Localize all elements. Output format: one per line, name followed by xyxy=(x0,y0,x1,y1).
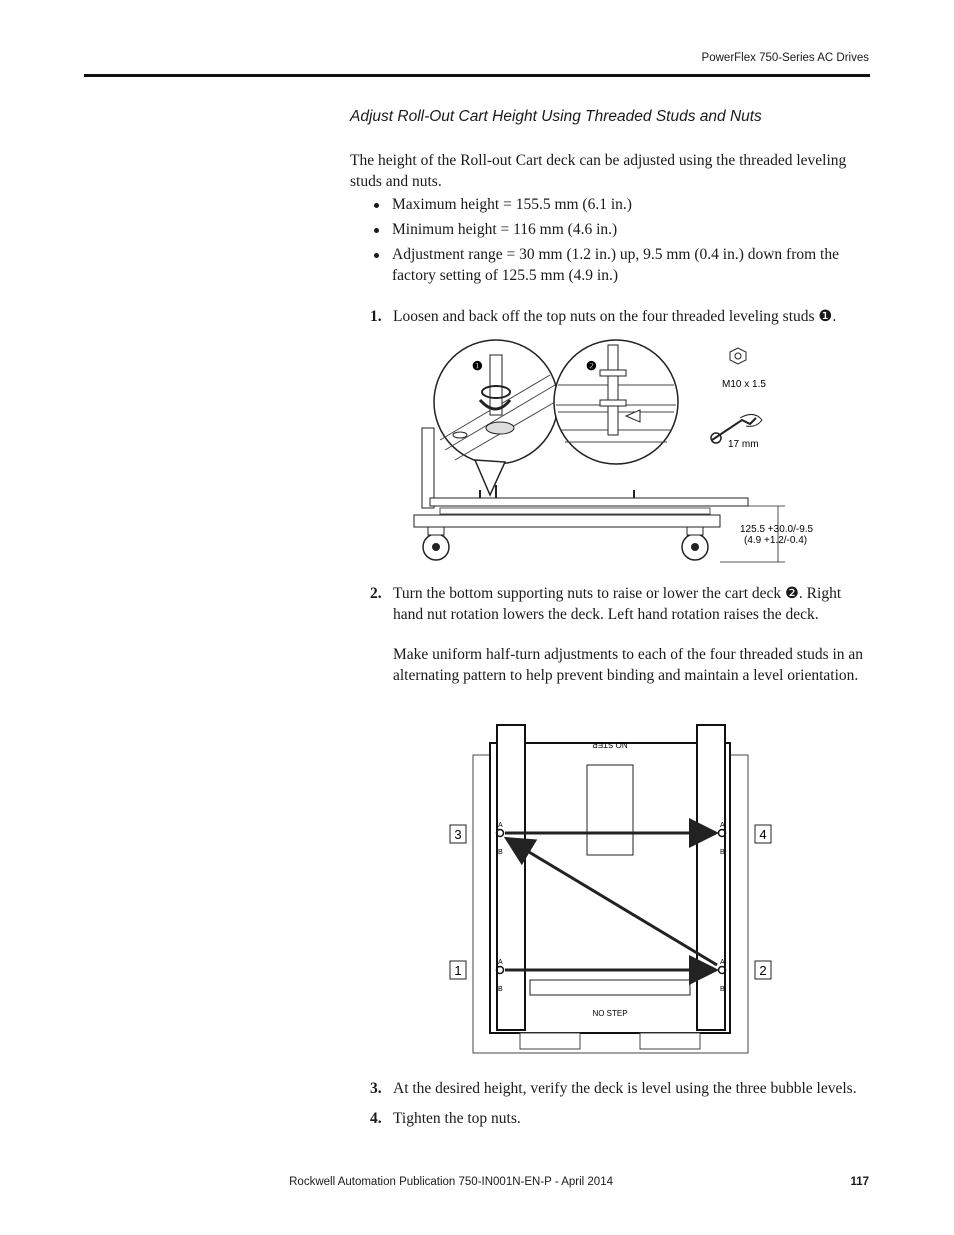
stud-letter: B xyxy=(498,849,503,856)
section-title: Adjust Roll-Out Cart Height Using Threaded Studs and Nuts xyxy=(350,108,762,125)
stud-letter: B xyxy=(720,986,725,993)
footer-publication: Rockwell Automation Publication 750-IN001N-EN-P - April 2014 xyxy=(289,1176,613,1188)
step-4 xyxy=(370,1108,875,1129)
deck-text-top: NO STEP xyxy=(592,740,628,749)
step-text: Loosen and back off the top nuts on the four threaded leveling studs ❶. xyxy=(393,308,837,325)
cart-top-view-figure xyxy=(445,715,775,1060)
callout-1: ❶ xyxy=(472,359,483,373)
svg-text:1: 1 xyxy=(454,963,462,978)
deck-text-bottom: NO STEP xyxy=(592,1009,628,1018)
stud-letter: A xyxy=(720,959,725,966)
step-number: 1. xyxy=(370,308,382,325)
cart-deck-outline xyxy=(473,725,748,1053)
wrench-size-label: 17 mm xyxy=(728,439,759,450)
intro-paragraph: The height of the Roll-out Cart deck can be adjusted using the threaded leveling studs and nuts. xyxy=(350,152,847,190)
nut-size-label: M10 x 1.5 xyxy=(722,379,766,390)
stud-letter: A xyxy=(498,822,503,829)
dimension-mm: 125.5 +30.0/-9.5 xyxy=(740,524,814,535)
step-text: At the desired height, verify the deck is level using the three bubble levels. xyxy=(393,1080,857,1097)
step-text: Tighten the top nuts. xyxy=(393,1110,521,1127)
step-3 xyxy=(370,1078,875,1099)
step-text: Turn the bottom supporting nuts to raise or lower the cart deck ❷. Right hand nut rotation lowers the deck. Left hand rotation raises the deck. xyxy=(393,585,842,623)
hex-nut-icon xyxy=(730,348,746,364)
detail-circle-2 xyxy=(554,340,678,464)
detail-circle-1 xyxy=(434,340,558,495)
svg-text:4: 4 xyxy=(759,827,767,842)
running-header: PowerFlex 750-Series AC Drives xyxy=(701,52,869,64)
stud-letter: B xyxy=(498,986,503,993)
dimension-in: (4.9 +1.2/-0.4) xyxy=(744,535,808,546)
stud-letter: A xyxy=(720,822,725,829)
corner-label-2 xyxy=(755,961,771,979)
step-text-continued: Make uniform half-turn adjustments to each of the four threaded studs in an alternating pattern to help prevent binding and maintain a level orientation. xyxy=(393,646,864,684)
step-number: 3. xyxy=(370,1080,382,1097)
header-rule xyxy=(84,74,870,77)
svg-text:2: 2 xyxy=(759,963,767,978)
stud-letter: A xyxy=(498,959,503,966)
stud-letter: B xyxy=(720,849,725,856)
corner-label-1 xyxy=(450,961,466,979)
corner-label-4 xyxy=(755,825,771,843)
callout-2: ❷ xyxy=(586,359,597,373)
list-item: Minimum height = 116 mm (4.6 in.) xyxy=(372,219,872,240)
list-item: Maximum height = 155.5 mm (6.1 in.) xyxy=(372,194,872,215)
step-number: 2. xyxy=(370,585,382,602)
step-2 xyxy=(370,583,875,686)
spec-list xyxy=(372,194,872,290)
corner-label-3 xyxy=(450,825,466,843)
list-item: Adjustment range = 30 mm (1.2 in.) up, 9.5 mm (0.4 in.) down from the factory setting of 125.5 mm (4.9 in.) xyxy=(372,244,872,286)
svg-text:3: 3 xyxy=(454,827,462,842)
page-number: 117 xyxy=(850,1176,869,1188)
step-number: 4. xyxy=(370,1110,382,1127)
cart-side-view-figure xyxy=(400,330,850,570)
step-1 xyxy=(370,306,875,327)
